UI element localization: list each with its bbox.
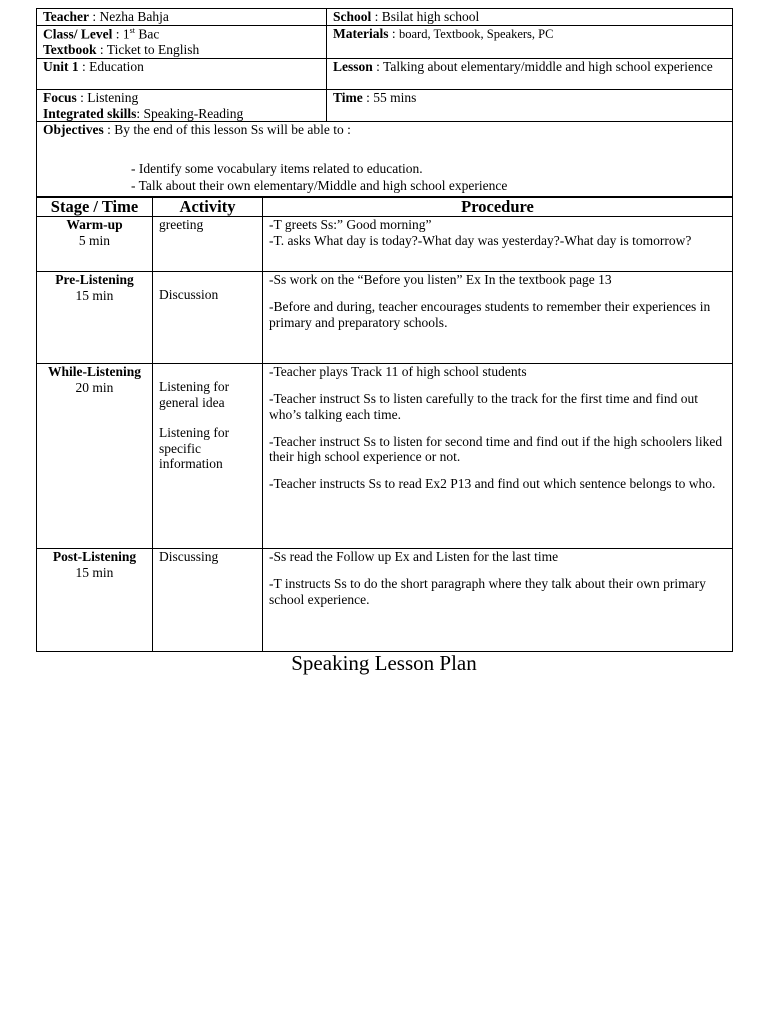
- lesson-label: Lesson: [333, 58, 373, 74]
- school-value: Bsilat high school: [381, 9, 480, 24]
- procedure-header: Procedure: [263, 197, 733, 217]
- stage-name: Post-Listening: [52, 549, 137, 565]
- teacher-value: Nezha Bahja: [99, 9, 169, 24]
- materials-cell: Materials : board, Textbook, Speakers, PC: [327, 25, 733, 58]
- procedure-step: -Ss read the Follow up Ex and Listen for the last time: [269, 549, 559, 565]
- stage-name: Pre-Listening: [55, 272, 134, 288]
- activity-text: Listening for general idea: [159, 379, 230, 411]
- activity-text: Discussing: [159, 549, 219, 565]
- class-level-num: 1: [122, 26, 130, 42]
- unit-label: Unit 1: [43, 58, 79, 74]
- activity-text: Discussion: [159, 287, 219, 303]
- unit-value: Education: [89, 58, 144, 74]
- objectives-label: Objectives: [43, 122, 104, 138]
- procedure-step: -Teacher instruct Ss to listen carefully to the track for the first time and find out who’s talking each time.: [269, 391, 699, 422]
- lesson-cell: Lesson : Talking about elementary/middle and high school experience: [327, 58, 733, 89]
- time-cell: Time : 55 mins: [327, 89, 733, 122]
- materials-label: Materials: [333, 25, 389, 41]
- school-label: School: [333, 9, 372, 24]
- stage-cell: [37, 549, 153, 652]
- table-row: [37, 549, 733, 652]
- class-level-label: Class/ Level: [43, 26, 113, 42]
- school-cell: School : Bsilat high school: [327, 9, 733, 26]
- activity-text: greeting: [159, 217, 204, 233]
- procedure-step: -T. asks What day is today?-What day was yesterday?-What day is tomorrow?: [269, 233, 692, 249]
- objective-item: - Identify some vocabulary items related to education.: [131, 161, 423, 177]
- skills-value: Speaking-Reading: [143, 105, 244, 121]
- teacher-cell: Teacher : Nezha Bahja: [37, 9, 327, 26]
- table-row: [37, 272, 733, 364]
- materials-value: board, Textbook, Speakers, PC: [399, 26, 554, 41]
- stage-cell: [37, 364, 153, 549]
- class-level-rest: Bac: [134, 26, 160, 42]
- procedure-step: -Teacher plays Track 11 of high school students: [269, 364, 527, 380]
- table-row: [37, 364, 733, 549]
- focus-value: Listening: [87, 89, 139, 105]
- class-textbook-cell: Class/ Level : 1st Bac Textbook : Ticket to English: [37, 25, 327, 58]
- focus-label: Focus: [43, 89, 77, 105]
- procedure-cell: [263, 549, 733, 652]
- stage-time: 15 min: [75, 288, 114, 304]
- time-label: Time: [333, 89, 363, 105]
- stage-time: 15 min: [75, 565, 114, 581]
- procedure-step: -Ss work on the “Before you listen” Ex In the textbook page 13: [269, 272, 612, 288]
- objective-item: - Talk about their own elementary/Middle and high school experience: [131, 177, 508, 193]
- objectives-cell: Objectives : By the end of this lesson Ss will be able to : - Identify some vocabulary items related to education. - Talk about their own elementary/Middle and high school experience: [37, 122, 733, 198]
- focus-skills-cell: Focus : Listening Integrated skills: Speaking-Reading: [37, 89, 327, 122]
- textbook-value: Ticket to English: [106, 42, 200, 58]
- stage-name: Warm-up: [66, 217, 123, 233]
- objectives-list: [131, 161, 726, 194]
- procedure-cell: [263, 272, 733, 364]
- unit-cell: Unit 1 : Education: [37, 58, 327, 89]
- textbook-label: Textbook: [43, 42, 97, 58]
- procedure-table: [36, 196, 733, 652]
- document-caption: Speaking Lesson Plan: [291, 651, 477, 675]
- procedure-step: -T greets Ss:” Good morning”: [269, 217, 432, 233]
- lesson-value: Talking about elementary/middle and high school experience: [383, 58, 713, 74]
- stage-time: 5 min: [78, 233, 111, 249]
- stage-cell: [37, 217, 153, 272]
- lesson-info-table: [36, 8, 733, 198]
- table-row: [37, 217, 733, 272]
- procedure-step: -Teacher instructs Ss to read Ex2 P13 and find out which sentence belongs to who.: [269, 476, 716, 492]
- stage-cell: [37, 272, 153, 364]
- procedure-header-row: [37, 197, 733, 217]
- stage-name: While-Listening: [47, 364, 141, 380]
- activity-header: Activity: [153, 197, 263, 217]
- class-level-sup: st: [129, 25, 135, 35]
- objectives-intro: By the end of this lesson Ss will be able to :: [114, 122, 351, 138]
- activity-cell: [153, 217, 263, 272]
- activity-cell: [153, 549, 263, 652]
- activity-text: Listening for specific information: [159, 424, 230, 472]
- procedure-cell: [263, 364, 733, 549]
- time-value: 55 mins: [373, 89, 417, 105]
- activity-cell: [153, 272, 263, 364]
- skills-label: Integrated skills: [43, 105, 137, 121]
- activity-cell: [153, 364, 263, 549]
- procedure-cell: [263, 217, 733, 272]
- stage-time-header: Stage / Time: [37, 197, 153, 217]
- procedure-step: -T instructs Ss to do the short paragraph where they talk about their own primary school experience.: [269, 576, 706, 607]
- procedure-step: -Before and during, teacher encourages students to remember their experiences in primary and preparatory schools.: [269, 299, 711, 330]
- stage-time: 20 min: [75, 380, 114, 396]
- procedure-step: -Teacher instruct Ss to listen for second time and find out if the high schoolers liked their high school experience or not.: [269, 433, 723, 465]
- teacher-label: Teacher: [43, 9, 89, 24]
